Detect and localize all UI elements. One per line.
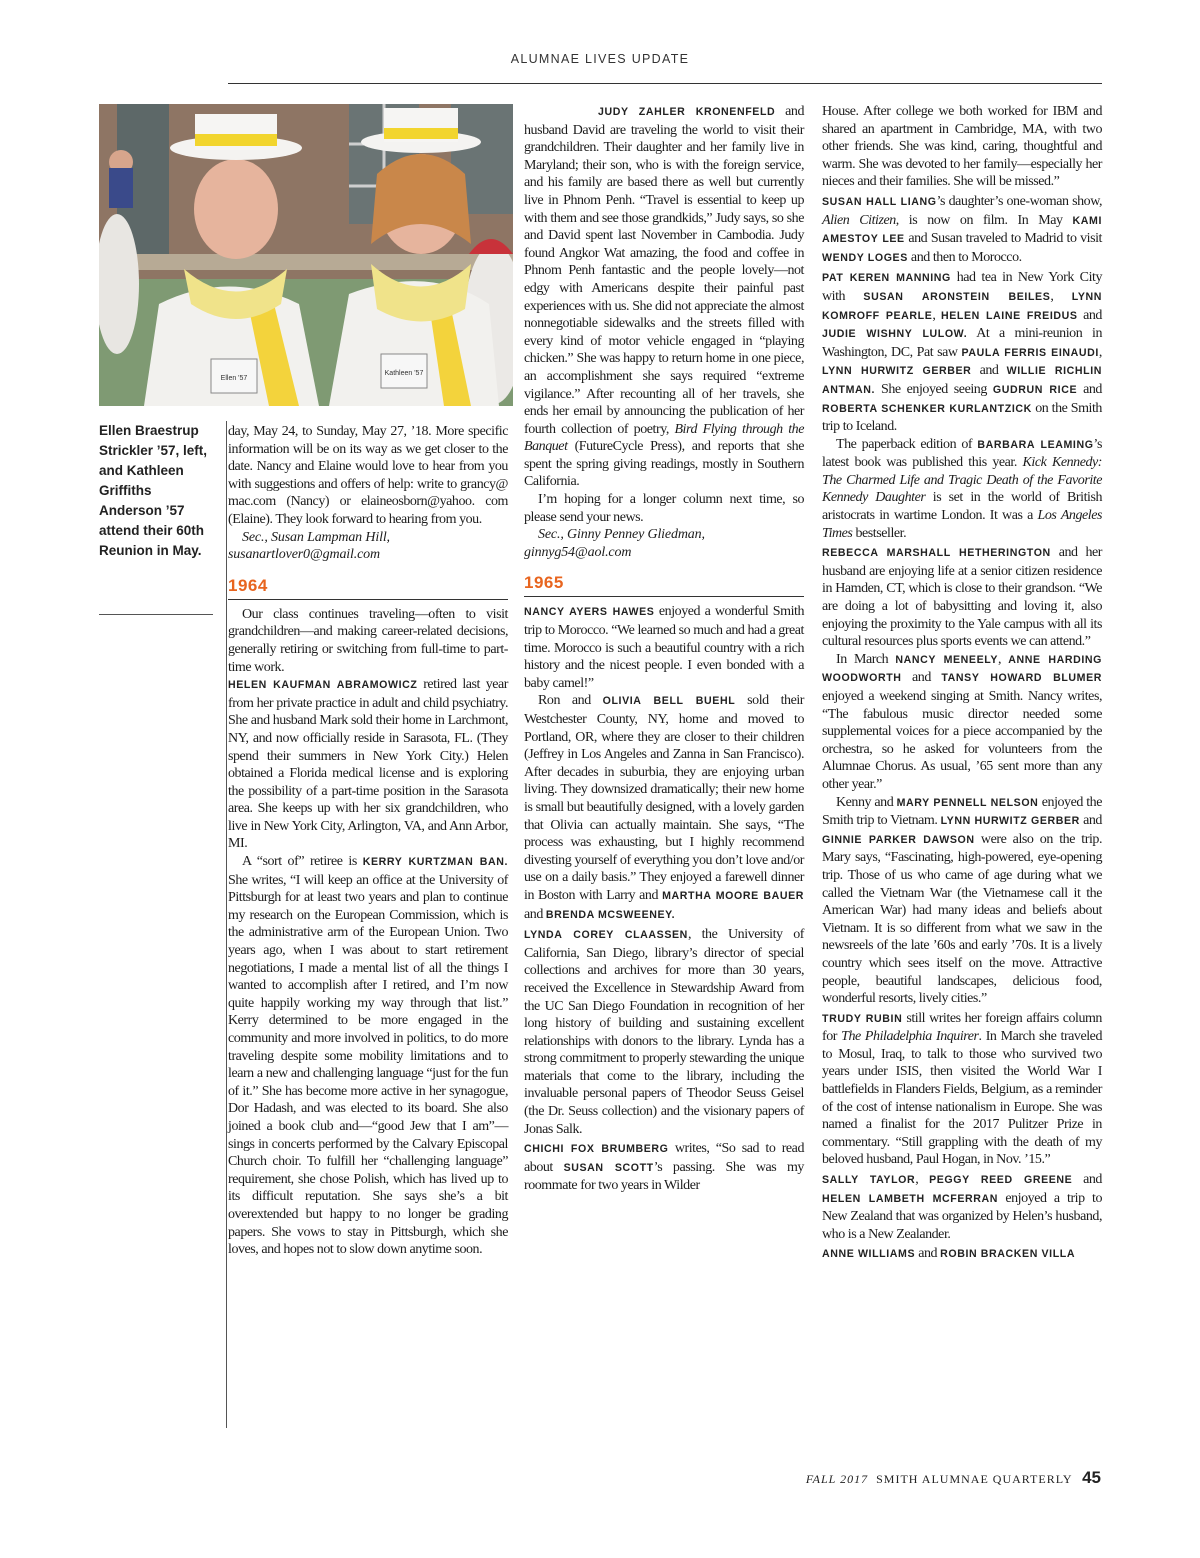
show-title: Alien Citizen [822, 212, 896, 228]
secretary-email: susanartlover0@gmail.com [228, 547, 380, 563]
alumna-name: PAULA FERRIS EINAUDI [961, 346, 1099, 359]
col3-paragraph: and then to Morocco. [907, 249, 1022, 265]
col3-paragraph: , [998, 651, 1009, 667]
col3-paragraph: and [1077, 307, 1102, 323]
col3-paragraph: , [1050, 288, 1072, 304]
col1-paragraph: A “sort of” retiree is [242, 854, 363, 870]
alumna-name: JUDY ZAHLER KRONENFELD [598, 106, 776, 118]
reunion-photo [99, 104, 513, 406]
alumna-name: GINNIE PARKER DAWSON [822, 833, 975, 846]
col3-paragraph: Kenny and [836, 794, 897, 810]
alumna-name: SUSAN SCOTT [563, 1161, 654, 1174]
col3-paragraph: The paperback edition of [836, 436, 978, 452]
col3-paragraph: is set in the world of British aristocrats in wartime London. It was a [822, 490, 1102, 524]
col1-paragraph: retired last year from her private practice in adult and child psychiatry. She and husband Mark sold their home in Larchmont, NY, and now officially reside in Sarasota, FL. (They spend their summers in New York City.) Helen obtained a Florida medical license and is exploring the possibility of a part-time position in the Sarasota area. She keeps up with her six grandchildren, who live in New York City, Arlington, VA, and Ann Arbor, MI. [228, 677, 509, 852]
left-woman-badge-text: Ellen '57 [220, 375, 248, 382]
col3-paragraph: enjoyed a trip to New Zealand that was organized by Helen’s husband, who is a New Zealander. [822, 1190, 1103, 1242]
book-title: Kick Kennedy: The Charmed Life and Tragic Death of the Favorite Kennedy Daughter [822, 455, 1103, 506]
col2-paragraph: , the University of California, San Diego, library’s director of special collections and archives for more than 30 years, received the Excellence in Stewardship Award from the UC San Diego Foundation in recognition of her long history of building and sustaining excellent relationships with donors to the library. Lynda has a strong commitment to properly stewarding the unique materials that come to the library, including the invaluable personal papers of Theodor Seuss Geisel (the Dr. Seuss collection) and the visionary papers of Jonas Salk. [524, 927, 805, 1137]
newspaper-title: Los Angeles Times [822, 508, 1102, 541]
col3-paragraph: She enjoyed seeing [875, 381, 993, 397]
page-footer [806, 1468, 1101, 1488]
col3-paragraph: and her husband are enjoying life at a senior citizen residence in Hamden, CT, which is close to their grandson. “We are doing a lot of babysitting and loving it, also enjoying the proximity to the Yale campus with all its cultural resources plus sports events we can attend.” [822, 545, 1102, 650]
col2-paragraph: Ron and [538, 693, 603, 709]
alumna-name: LYNN HURWITZ GERBER [940, 815, 1080, 828]
col3-paragraph: House. After college we both worked for IBM and shared an apartment in Cambridge, MA, with two other friends. She was kind, caring, thoughtful and warm. She was devoted to her family—especially her nieces and their families. She will be missed.” [822, 104, 1102, 190]
alumna-name: BRENDA MCSWEENEY. [545, 908, 676, 921]
alumna-name: TANSY HOWARD BLUMER [941, 672, 1103, 685]
col3-paragraph: enjoyed a weekend singing at Smith. Nancy writes, “The fabulous music director needed some supplemental voices for a piece accompanied by the orchestra, so he asked for volunteers from the Alumnae Chorus. As usual, ’65 sent more than any other year.” [822, 689, 1102, 792]
alumna-name: ROBIN BRACKEN VILLA [940, 1248, 1076, 1261]
bystander-jacket [109, 168, 133, 208]
alumna-name: KAMI AMESTOY LEE [822, 214, 1102, 246]
alumna-name: WILLIE RICHLIN ANTMAN. [822, 365, 1102, 396]
alumna-name: SUSAN ARONSTEIN BEILES [863, 290, 1051, 303]
col3-paragraph: , [932, 307, 942, 323]
header-rule [228, 83, 1102, 84]
alumna-name: CHICHI FOX BRUMBERG [524, 1143, 669, 1156]
col3-paragraph: , is now on film. In May [895, 212, 1073, 228]
class-year-heading: 1965 [524, 573, 804, 597]
col3-paragraph: enjoyed the Smith trip to Vietnam. [822, 794, 1103, 829]
alumna-name: PEGGY REED GREENE [929, 1174, 1073, 1187]
col3-paragraph: ’s daughter’s one-woman show, [936, 193, 1103, 209]
alumna-name: NANCY AYERS HAWES [524, 606, 655, 619]
alumna-name: BARBARA LEAMING [977, 438, 1094, 451]
magazine-name: SMITH ALUMNAE QUARTERLY [876, 1472, 1073, 1486]
col3-paragraph: , [915, 1172, 930, 1188]
col2-paragraph: and husband David are traveling the world to visit their grandchildren. Their daughter and her family live in Maryland; their son, who is with the foreign service, and his family are based there as well but currently live in Phnom Penh. “Travel is essential to keep up with them and see those grandkids,” Judy says, so she and David spent last November in Cambodia. Judy found Angkor Wat amazing, the food and coffee in Phnom Penh fantastic and the people lovely—not edgy with Americans despite their painful past experiences with us. She did not appreciate the almost nonnegotiable sidewalks and the streets filled with every kind of motor vehicle engaged in “playing chicken.” She was happy to return home in one piece, an accomplishment she says required “extreme vigilance.” After recounting all of her travels, she ends her email by announcing the publication of her fourth collection of poetry, [524, 104, 804, 437]
col3-paragraph: still writes her foreign affairs column for [822, 1010, 1102, 1045]
alumna-name: MARTHA MOORE BAUER [662, 889, 804, 902]
secretary-email: ginnyg54@aol.com [524, 544, 632, 560]
alumna-name: ANNE HARDING WOODWORTH [822, 653, 1102, 685]
alumna-name: OLIVIA BELL BUEHL [602, 695, 736, 708]
alumna-name: WENDY LOGES [822, 251, 908, 264]
caption-rule [99, 614, 213, 615]
alumna-name: SALLY TAYLOR [822, 1174, 916, 1187]
col3-paragraph: At a mini-reunion in Washington, DC, Pat saw [822, 326, 1102, 360]
alumna-name: LYNN HURWITZ GERBER [822, 365, 972, 378]
reunion-photo-illustration [99, 104, 513, 406]
alumna-name: ROBERTA SCHENKER KURLANTZICK [822, 402, 1032, 415]
alumna-name: KERRY KURTZMAN BAN. [362, 856, 508, 869]
col3-paragraph: and [1079, 813, 1102, 829]
column-1 [228, 423, 508, 1259]
alumna-name: ANNE WILLIAMS [822, 1248, 916, 1261]
col3-paragraph: and Susan traveled to Madrid to visit [904, 231, 1102, 247]
col2-paragraph: I’m hoping for a longer column next time, so please send your news. [524, 492, 804, 525]
col3-paragraph: were also on the trip. Mary says, “Fascinating, high-powered, eye-opening trip. Those of us who came of age during what we called the Vietnam War (the Vietnamese call it the American War) had many ideas and beliefs about Vietnam. It is so different from what we saw in the newsreels of the late ’60s and early ’70s. It is a lively country which sees itself on the move. Attractive people, beautiful landscapes, delicious food, wonderful resorts, lively cities.” [822, 831, 1103, 1007]
alumna-name: HELEN KAUFMAN ABRAMOWICZ [228, 679, 418, 692]
col2-paragraph: (FutureCycle Press), and reports that she spent the spring giving readings, mostly in Southern California. [524, 439, 804, 490]
column-3 [822, 103, 1102, 1264]
class-year-heading: 1964 [228, 576, 508, 600]
alumna-name: NANCY MENEELY [895, 653, 999, 666]
alumna-name: REBECCA MARSHALL HETHERINGTON [822, 547, 1051, 560]
col3-paragraph: and [1072, 1172, 1102, 1188]
col3-paragraph: on the Smith trip to Iceland. [822, 400, 1102, 435]
col2-paragraph: enjoyed a wonderful Smith trip to Morocco. “We learned so much and had a great time. Morocco is such a beautiful country with a rich history and the nicest people. I even bonded with a baby camel!” [524, 604, 804, 691]
col2-paragraph: ’s passing. She was my roommate for two years in Wilder [524, 1159, 804, 1194]
col3-paragraph: had tea in New York City with [822, 270, 1102, 304]
col3-paragraph: bestseller. [852, 525, 907, 541]
col3-paragraph: , [1098, 344, 1102, 360]
col1-paragraph: day, May 24, to Sunday, May 27, ’18. More specific information will be on its way as we get closer to the date. Nancy and Elaine would love to hear from you with suggestions and offers of help: write to grancy@ mac.com (Nancy) or elaineosborn@yahoo. com (Elaine). They look forward to hearing from you. [228, 424, 508, 527]
col2-paragraph: sold their Westchester County, NY, home and moved to Portland, OR, where they are closer to their children (Jeffrey in Los Angeles and Zanna in San Francisco). After decades in suburbia, they are enjoying urban living. They downsized dramatically; their new home is small but beautifully designed, with a lovely garden that Olivia can actually maintain. She says, “The process was exhausting, but I highly recommend divesting yourself of everything you don’t love and/or use on a daily basis.” They enjoyed a farewell dinner in Boston with Larry and [524, 693, 805, 903]
stone-ledge [99, 254, 513, 270]
alumna-name: LYNDA COREY CLAASSEN [524, 929, 688, 942]
col1-paragraph: Our class continues traveling—often to visit grandchildren—and making career-related decisions, generally retiring or switching from full-time to part-time work. [228, 606, 508, 675]
alumna-name: MARY PENNELL NELSON [896, 796, 1039, 809]
alumna-name: PAT KEREN MANNING [822, 272, 951, 285]
secretary-name: Sec., Susan Lampman Hill, [242, 529, 390, 545]
alumna-name: SUSAN HALL LIANG [822, 195, 937, 208]
alumna-name: LYNN KOMROFF PEARLE [822, 290, 1102, 322]
section-header: ALUMNAE LIVES UPDATE [510, 52, 690, 66]
col3-paragraph: and [1077, 381, 1102, 397]
col1-paragraph: She writes, “I will keep an office at the University of Pittsburgh for at least two years and plan to continue my research on the European Commission, which is the administrative arm of the European Union. Two years ago, when I was about to start retirement negotiations, I made a mental list of all the things I wanted to accomplish after I retired, and I’m now quite happily working my way through that list.” Kerry determined to be more engaged in the community and more involved in politics, to do more traveling despite some mobility limitations and to learn a new and challenging language “just for the fun of it.” She has become more active in her synagogue, Dor Hadash, and was elected to its board. She also joined a book club and—“good Jew that I am”—sings in concerts performed by the Calvary Episcopal Church choir. To fulfill her “challenging language” requirement, she chose Polish, which has lived up to its difficult reputation. She says she’s a bit overextended but happy to no longer be grading papers. She vows to stay in Pittsburgh, which she loves, and hopes not to slow down anytime soon. [228, 872, 508, 1258]
alumna-name: GUDRUN RICE [992, 383, 1078, 396]
newspaper-title: The Philadelphia Inquirer [841, 1029, 979, 1045]
right-woman-badge-text: Kathleen '57 [384, 370, 424, 377]
col2-paragraph: and [524, 906, 546, 922]
col3-paragraph: and [901, 670, 942, 686]
col3-paragraph: and [971, 363, 1007, 379]
left-woman-face [194, 159, 278, 259]
alumna-name: JUDIE WISHNY LULOW. [822, 328, 968, 341]
col2-paragraph: writes, “So sad to read about [524, 1141, 804, 1175]
col3-paragraph: . In March she traveled to Mosul, Iraq, to talk to those who survived two years under ISIS, then visited the World War I battlefields in Flanders Fields, Belgium, as a reminder of the cost of intense nationalism in Europe. She was named a finalist for the 2017 Pulitzer Prize in commentary. “Still grappling with the death of my beloved husband, Paul Hogan, in Nov. ’15.” [822, 1029, 1102, 1168]
issue-label: FALL 2017 [805, 1472, 869, 1486]
photo-caption: Ellen Braestrup Strickler ’57, left, and Kathleen Griffiths Anderson ’57 attend their 60th Reunion in May. [99, 423, 208, 558]
right-woman-hat-band [384, 128, 458, 139]
col3-paragraph: and [915, 1246, 941, 1262]
col3-paragraph: In March [836, 651, 896, 667]
column-rule [226, 421, 227, 1428]
page-number: 45 [1082, 1468, 1101, 1487]
alumna-name: HELEN LAINE FREIDUS [941, 309, 1078, 322]
book-title: Bird Flying through the Banquet [524, 421, 804, 455]
left-woman-hat-band [195, 134, 277, 146]
alumna-name: HELEN LAMBETH MCFERRAN [822, 1192, 999, 1205]
secretary-name: Sec., Ginny Penney Gliedman, [538, 527, 705, 543]
column-2 [524, 103, 804, 1195]
col3-paragraph: ’s latest book was published this year. [822, 436, 1102, 471]
alumna-name: TRUDY RUBIN [822, 1012, 903, 1025]
